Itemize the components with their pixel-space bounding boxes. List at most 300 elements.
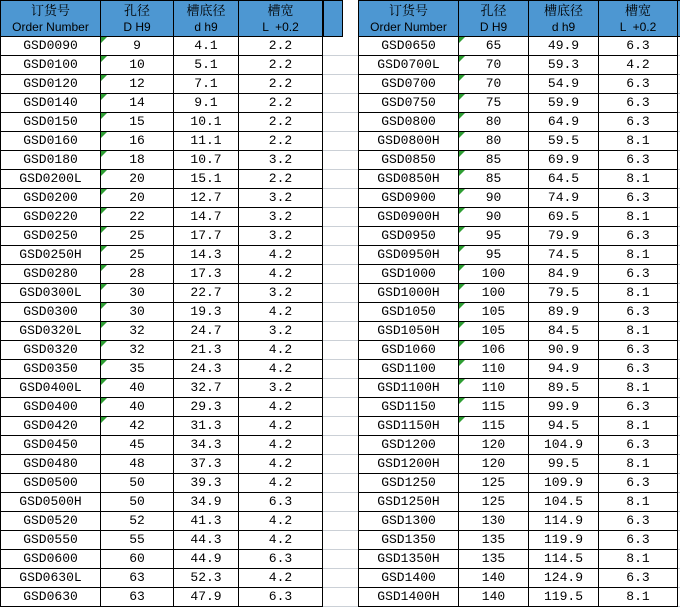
- groove-bottom-diameter-cell[interactable]: 109.9: [529, 474, 599, 493]
- order-number-cell[interactable]: GSD0630L: [1, 569, 101, 588]
- groove-width-cell[interactable]: 2.2: [239, 75, 323, 94]
- table-row: [359, 208, 678, 227]
- groove-width-cell[interactable]: 4.2: [239, 436, 323, 455]
- groove-bottom-diameter-cell[interactable]: 19.3: [174, 303, 239, 322]
- number-stored-as-text-indicator-icon: [459, 284, 465, 290]
- order-number-cell[interactable]: GSD0800: [359, 113, 459, 132]
- groove-bottom-diameter-cell[interactable]: 119.5: [529, 588, 599, 607]
- order-number-cell[interactable]: GSD0250H: [1, 246, 101, 265]
- bore-diameter-cell[interactable]: 15: [101, 113, 174, 132]
- groove-width-cell[interactable]: 8.1: [599, 208, 678, 227]
- order-number-cell[interactable]: GSD0700: [359, 75, 459, 94]
- groove-width-cell[interactable]: 6.3: [599, 531, 678, 550]
- groove-width-cell[interactable]: 3.2: [239, 284, 323, 303]
- groove-width-cell[interactable]: 6.3: [599, 151, 678, 170]
- groove-width-cell[interactable]: 2.2: [239, 56, 323, 75]
- bore-diameter-cell[interactable]: 50: [101, 493, 174, 512]
- order-number-cell[interactable]: GSD0160: [1, 132, 101, 151]
- bore-diameter-cell[interactable]: 63: [101, 569, 174, 588]
- order-number-cell[interactable]: GSD0900: [359, 189, 459, 208]
- bore-diameter-cell[interactable]: 18: [101, 151, 174, 170]
- order-number-cell[interactable]: GSD0140: [1, 94, 101, 113]
- number-stored-as-text-indicator-icon: [459, 360, 465, 366]
- table-row: [359, 75, 678, 94]
- order-number-cell[interactable]: GSD1300: [359, 512, 459, 531]
- bore-diameter-cell[interactable]: 55: [101, 531, 174, 550]
- order-number-cell[interactable]: GSD0450: [1, 436, 101, 455]
- bore-diameter-cell[interactable]: 140: [459, 588, 529, 607]
- table-row: [359, 360, 678, 379]
- order-number-cell[interactable]: GSD0800H: [359, 132, 459, 151]
- groove-width-cell[interactable]: 4.2: [239, 398, 323, 417]
- bore-diameter-cell[interactable]: 32: [101, 322, 174, 341]
- groove-width-cell[interactable]: 4.2: [239, 246, 323, 265]
- groove-bottom-diameter-cell[interactable]: 114.5: [529, 550, 599, 569]
- bore-diameter-cell[interactable]: 52: [101, 512, 174, 531]
- bore-diameter-cell[interactable]: 40: [101, 379, 174, 398]
- order-number-cell[interactable]: GSD0900H: [359, 208, 459, 227]
- header-order-number[interactable]: [1, 1, 101, 37]
- header-order-number[interactable]: [359, 1, 459, 37]
- groove-bottom-diameter-cell[interactable]: 59.5: [529, 132, 599, 151]
- number-stored-as-text-indicator-icon: [459, 246, 465, 252]
- groove-bottom-diameter-cell[interactable]: 21.3: [174, 341, 239, 360]
- order-number-cell[interactable]: GSD0320L: [1, 322, 101, 341]
- number-stored-as-text-indicator-icon: [459, 227, 465, 233]
- groove-bottom-diameter-cell[interactable]: 44.9: [174, 550, 239, 569]
- bore-diameter-cell[interactable]: 63: [101, 588, 174, 607]
- groove-width-cell[interactable]: 2.2: [239, 94, 323, 113]
- groove-width-cell[interactable]: 4.2: [239, 303, 323, 322]
- groove-width-cell[interactable]: 8.1: [599, 455, 678, 474]
- bore-diameter-cell[interactable]: 70: [459, 75, 529, 94]
- groove-bottom-diameter-cell[interactable]: 59.3: [529, 56, 599, 75]
- order-number-cell[interactable]: GSD0420: [1, 417, 101, 436]
- groove-bottom-diameter-cell[interactable]: 9.1: [174, 94, 239, 113]
- number-stored-as-text-indicator-icon: [101, 170, 107, 176]
- groove-bottom-diameter-cell[interactable]: 79.9: [529, 227, 599, 246]
- groove-bottom-diameter-cell[interactable]: 32.7: [174, 379, 239, 398]
- order-number-cell[interactable]: GSD1050: [359, 303, 459, 322]
- header-groove-bottom-diameter[interactable]: [529, 1, 599, 37]
- header-order-number-zh: 订货号: [30, 3, 70, 19]
- header-order-number-en: Order Number: [370, 19, 447, 34]
- number-stored-as-text-indicator-icon: [101, 113, 107, 119]
- bore-diameter-cell[interactable]: 115: [459, 417, 529, 436]
- order-number-cell[interactable]: GSD0100: [1, 56, 101, 75]
- header-order-number-en: Order Number: [12, 19, 89, 34]
- order-number-cell[interactable]: GSD1250H: [359, 493, 459, 512]
- order-number-cell[interactable]: GSD1350: [359, 531, 459, 550]
- bore-diameter-cell[interactable]: 90: [459, 189, 529, 208]
- groove-bottom-diameter-cell[interactable]: 94.5: [529, 417, 599, 436]
- table-row: [1, 170, 323, 189]
- gridlines: [323, 37, 358, 607]
- bore-diameter-cell[interactable]: 9: [101, 37, 174, 56]
- groove-bottom-diameter-cell[interactable]: 99.5: [529, 455, 599, 474]
- groove-width-cell[interactable]: 2.2: [239, 132, 323, 151]
- number-stored-as-text-indicator-icon: [101, 94, 107, 100]
- groove-bottom-diameter-cell[interactable]: 90.9: [529, 341, 599, 360]
- groove-bottom-diameter-cell[interactable]: 14.7: [174, 208, 239, 227]
- groove-bottom-diameter-cell[interactable]: 5.1: [174, 56, 239, 75]
- bore-diameter-cell[interactable]: 42: [101, 417, 174, 436]
- bore-diameter-cell[interactable]: 95: [459, 246, 529, 265]
- table-row: [359, 417, 678, 436]
- number-stored-as-text-indicator-icon: [101, 227, 107, 233]
- groove-width-cell[interactable]: 3.2: [239, 379, 323, 398]
- order-number-cell[interactable]: GSD0700L: [359, 56, 459, 75]
- order-number-cell[interactable]: GSD0630: [1, 588, 101, 607]
- bore-diameter-cell[interactable]: 110: [459, 379, 529, 398]
- bore-diameter-cell[interactable]: 80: [459, 113, 529, 132]
- groove-bottom-diameter-cell[interactable]: 10.1: [174, 113, 239, 132]
- order-number-cell[interactable]: GSD1400: [359, 569, 459, 588]
- groove-bottom-diameter-cell[interactable]: 47.9: [174, 588, 239, 607]
- groove-width-cell[interactable]: 6.3: [239, 493, 323, 512]
- bore-diameter-cell[interactable]: 16: [101, 132, 174, 151]
- groove-width-cell[interactable]: 8.1: [599, 550, 678, 569]
- order-number-cell[interactable]: GSD0200: [1, 189, 101, 208]
- number-stored-as-text-indicator-icon: [459, 56, 465, 62]
- bore-diameter-cell[interactable]: 105: [459, 322, 529, 341]
- bore-diameter-cell[interactable]: 10: [101, 56, 174, 75]
- order-number-cell[interactable]: GSD0750: [359, 94, 459, 113]
- number-stored-as-text-indicator-icon: [459, 322, 465, 328]
- groove-bottom-diameter-cell[interactable]: 74.5: [529, 246, 599, 265]
- groove-width-cell[interactable]: 3.2: [239, 208, 323, 227]
- groove-width-cell[interactable]: 4.2: [239, 569, 323, 588]
- number-stored-as-text-indicator-icon: [459, 341, 465, 347]
- groove-width-cell[interactable]: 4.2: [239, 341, 323, 360]
- groove-width-cell[interactable]: 6.3: [599, 512, 678, 531]
- table-row: [359, 512, 678, 531]
- order-number-cell[interactable]: GSD0520: [1, 512, 101, 531]
- groove-bottom-diameter-cell[interactable]: 84.5: [529, 322, 599, 341]
- groove-width-cell[interactable]: 6.3: [599, 94, 678, 113]
- groove-width-cell[interactable]: 4.2: [239, 474, 323, 493]
- order-number-cell[interactable]: GSD0280: [1, 265, 101, 284]
- groove-bottom-diameter-cell[interactable]: 7.1: [174, 75, 239, 94]
- groove-width-cell[interactable]: 8.1: [599, 246, 678, 265]
- groove-bottom-diameter-cell[interactable]: 17.7: [174, 227, 239, 246]
- bore-diameter-cell[interactable]: 65: [459, 37, 529, 56]
- groove-width-cell[interactable]: 4.2: [239, 531, 323, 550]
- groove-width-cell[interactable]: 2.2: [239, 170, 323, 189]
- order-number-cell[interactable]: GSD0400L: [1, 379, 101, 398]
- table-row: [1, 474, 323, 493]
- groove-bottom-diameter-cell[interactable]: 31.3: [174, 417, 239, 436]
- groove-bottom-diameter-cell[interactable]: 59.9: [529, 94, 599, 113]
- bore-diameter-cell[interactable]: 90: [459, 208, 529, 227]
- header-groove-width[interactable]: [599, 1, 678, 37]
- number-stored-as-text-indicator-icon: [459, 37, 465, 43]
- number-stored-as-text-indicator-icon: [101, 341, 107, 347]
- groove-bottom-diameter-cell[interactable]: 104.9: [529, 436, 599, 455]
- groove-width-cell[interactable]: 2.2: [239, 113, 323, 132]
- bore-diameter-cell[interactable]: 45: [101, 436, 174, 455]
- bore-diameter-cell[interactable]: 30: [101, 284, 174, 303]
- bore-diameter-cell[interactable]: 35: [101, 360, 174, 379]
- bore-diameter-cell[interactable]: 135: [459, 531, 529, 550]
- bore-diameter-cell[interactable]: 30: [101, 303, 174, 322]
- groove-width-cell[interactable]: 6.3: [599, 436, 678, 455]
- groove-bottom-diameter-cell[interactable]: 94.9: [529, 360, 599, 379]
- bore-diameter-cell[interactable]: 100: [459, 284, 529, 303]
- table-row: [1, 493, 323, 512]
- bore-diameter-cell[interactable]: 32: [101, 341, 174, 360]
- groove-bottom-diameter-cell[interactable]: 14.3: [174, 246, 239, 265]
- groove-width-cell[interactable]: 4.2: [239, 265, 323, 284]
- order-number-cell[interactable]: GSD1100H: [359, 379, 459, 398]
- table-row: [1, 56, 323, 75]
- order-number-cell[interactable]: GSD1050H: [359, 322, 459, 341]
- groove-bottom-diameter-cell[interactable]: 69.9: [529, 151, 599, 170]
- order-number-cell[interactable]: GSD1200: [359, 436, 459, 455]
- order-number-cell[interactable]: GSD0500H: [1, 493, 101, 512]
- order-number-cell[interactable]: GSD1000: [359, 265, 459, 284]
- bore-diameter-cell[interactable]: 20: [101, 189, 174, 208]
- order-number-cell[interactable]: GSD1150H: [359, 417, 459, 436]
- order-number-cell[interactable]: GSD0600: [1, 550, 101, 569]
- groove-bottom-diameter-cell[interactable]: 41.3: [174, 512, 239, 531]
- table-row: [1, 588, 323, 607]
- groove-width-cell[interactable]: 6.3: [599, 341, 678, 360]
- order-number-cell[interactable]: GSD1350H: [359, 550, 459, 569]
- groove-width-cell[interactable]: 8.1: [599, 132, 678, 151]
- bore-diameter-cell[interactable]: 125: [459, 493, 529, 512]
- groove-width-cell[interactable]: 3.2: [239, 227, 323, 246]
- bore-diameter-cell[interactable]: 25: [101, 227, 174, 246]
- order-number-cell[interactable]: GSD0220: [1, 208, 101, 227]
- groove-bottom-diameter-cell[interactable]: 29.3: [174, 398, 239, 417]
- order-number-cell[interactable]: GSD0500: [1, 474, 101, 493]
- groove-bottom-diameter-cell[interactable]: 22.7: [174, 284, 239, 303]
- table-row: [1, 436, 323, 455]
- order-number-cell[interactable]: GSD1400H: [359, 588, 459, 607]
- groove-width-cell[interactable]: 8.1: [599, 493, 678, 512]
- groove-bottom-diameter-cell[interactable]: 52.3: [174, 569, 239, 588]
- groove-bottom-diameter-cell[interactable]: 119.9: [529, 531, 599, 550]
- groove-width-cell[interactable]: 6.3: [599, 227, 678, 246]
- order-number-cell[interactable]: GSD0850H: [359, 170, 459, 189]
- groove-width-cell[interactable]: 6.3: [599, 569, 678, 588]
- order-number-cell[interactable]: GSD0400: [1, 398, 101, 417]
- groove-width-cell[interactable]: 4.2: [239, 455, 323, 474]
- order-number-cell[interactable]: GSD1200H: [359, 455, 459, 474]
- order-number-cell[interactable]: GSD0300L: [1, 284, 101, 303]
- groove-bottom-diameter-cell[interactable]: 89.5: [529, 379, 599, 398]
- groove-bottom-diameter-cell[interactable]: 89.9: [529, 303, 599, 322]
- groove-width-cell[interactable]: 8.1: [599, 379, 678, 398]
- groove-width-cell[interactable]: 4.2: [239, 417, 323, 436]
- table-row: [1, 398, 323, 417]
- groove-width-cell[interactable]: 8.1: [599, 284, 678, 303]
- groove-bottom-diameter-cell[interactable]: 37.3: [174, 455, 239, 474]
- groove-width-cell[interactable]: 6.3: [599, 113, 678, 132]
- bore-diameter-cell[interactable]: 125: [459, 474, 529, 493]
- groove-width-cell[interactable]: 6.3: [599, 189, 678, 208]
- bore-diameter-cell[interactable]: 130: [459, 512, 529, 531]
- order-number-cell[interactable]: GSD1060: [359, 341, 459, 360]
- groove-bottom-diameter-cell[interactable]: 74.9: [529, 189, 599, 208]
- number-stored-as-text-indicator-icon: [101, 246, 107, 252]
- groove-bottom-diameter-cell[interactable]: 84.9: [529, 265, 599, 284]
- order-number-cell[interactable]: GSD0150: [1, 113, 101, 132]
- table-row: [1, 94, 323, 113]
- groove-bottom-diameter-cell[interactable]: 34.9: [174, 493, 239, 512]
- bore-diameter-cell[interactable]: 20: [101, 170, 174, 189]
- groove-width-cell[interactable]: 4.2: [239, 360, 323, 379]
- groove-bottom-diameter-cell[interactable]: 64.5: [529, 170, 599, 189]
- number-stored-as-text-indicator-icon: [101, 284, 107, 290]
- table-row: [359, 436, 678, 455]
- groove-width-cell[interactable]: 2.2: [239, 37, 323, 56]
- groove-width-cell[interactable]: 6.3: [599, 360, 678, 379]
- number-stored-as-text-indicator-icon: [459, 189, 465, 195]
- groove-bottom-diameter-cell[interactable]: 11.1: [174, 132, 239, 151]
- order-number-cell[interactable]: GSD0090: [1, 37, 101, 56]
- groove-bottom-diameter-cell[interactable]: 44.3: [174, 531, 239, 550]
- order-number-cell[interactable]: GSD1000H: [359, 284, 459, 303]
- groove-width-cell[interactable]: 4.2: [239, 512, 323, 531]
- groove-bottom-diameter-cell[interactable]: 4.1: [174, 37, 239, 56]
- bore-diameter-cell[interactable]: 40: [101, 398, 174, 417]
- bore-diameter-cell[interactable]: 14: [101, 94, 174, 113]
- groove-width-cell[interactable]: 6.3: [599, 303, 678, 322]
- order-number-cell[interactable]: GSD0950H: [359, 246, 459, 265]
- groove-width-cell[interactable]: 6.3: [239, 550, 323, 569]
- bore-diameter-cell[interactable]: 106: [459, 341, 529, 360]
- order-number-cell[interactable]: GSD0250: [1, 227, 101, 246]
- bore-diameter-cell[interactable]: 60: [101, 550, 174, 569]
- groove-bottom-diameter-cell[interactable]: 24.3: [174, 360, 239, 379]
- bore-diameter-cell[interactable]: 120: [459, 455, 529, 474]
- table-row: [1, 132, 323, 151]
- groove-width-cell[interactable]: 3.2: [239, 189, 323, 208]
- groove-width-cell[interactable]: 8.1: [599, 170, 678, 189]
- bore-diameter-cell[interactable]: 80: [459, 132, 529, 151]
- groove-bottom-diameter-cell[interactable]: 34.3: [174, 436, 239, 455]
- bore-diameter-cell[interactable]: 25: [101, 246, 174, 265]
- order-number-cell[interactable]: GSD1250: [359, 474, 459, 493]
- order-number-cell[interactable]: GSD1100: [359, 360, 459, 379]
- groove-bottom-diameter-cell[interactable]: 124.9: [529, 569, 599, 588]
- groove-width-cell[interactable]: 3.2: [239, 322, 323, 341]
- bore-diameter-cell[interactable]: 95: [459, 227, 529, 246]
- groove-bottom-diameter-cell[interactable]: 79.5: [529, 284, 599, 303]
- groove-width-cell[interactable]: 8.1: [599, 588, 678, 607]
- groove-bottom-diameter-cell[interactable]: 54.9: [529, 75, 599, 94]
- groove-bottom-diameter-cell[interactable]: 114.9: [529, 512, 599, 531]
- header-bore-diameter[interactable]: [101, 1, 174, 37]
- table-row: [1, 531, 323, 550]
- groove-width-cell[interactable]: 6.3: [599, 37, 678, 56]
- groove-width-cell[interactable]: 6.3: [599, 474, 678, 493]
- order-number-cell[interactable]: GSD0120: [1, 75, 101, 94]
- groove-bottom-diameter-cell[interactable]: 12.7: [174, 189, 239, 208]
- bore-diameter-cell[interactable]: 105: [459, 303, 529, 322]
- order-number-cell[interactable]: GSD0300: [1, 303, 101, 322]
- groove-bottom-diameter-cell[interactable]: 24.7: [174, 322, 239, 341]
- groove-bottom-diameter-cell[interactable]: 10.7: [174, 151, 239, 170]
- bore-diameter-cell[interactable]: 100: [459, 265, 529, 284]
- table-row: [1, 151, 323, 170]
- dimension-table-left: [0, 0, 323, 607]
- order-number-cell[interactable]: GSD0350: [1, 360, 101, 379]
- bore-diameter-cell[interactable]: 120: [459, 436, 529, 455]
- header-groove-width-en: L +0.2: [619, 19, 657, 34]
- bore-diameter-cell[interactable]: 85: [459, 151, 529, 170]
- groove-width-cell[interactable]: 8.1: [599, 322, 678, 341]
- groove-bottom-diameter-cell[interactable]: 69.5: [529, 208, 599, 227]
- bore-diameter-cell[interactable]: 135: [459, 550, 529, 569]
- table-row: [1, 75, 323, 94]
- bore-diameter-cell[interactable]: 48: [101, 455, 174, 474]
- order-number-cell[interactable]: GSD0850: [359, 151, 459, 170]
- bore-diameter-cell[interactable]: 75: [459, 94, 529, 113]
- bore-diameter-cell[interactable]: 85: [459, 170, 529, 189]
- groove-bottom-diameter-cell[interactable]: 104.5: [529, 493, 599, 512]
- bore-diameter-cell[interactable]: 110: [459, 360, 529, 379]
- number-stored-as-text-indicator-icon: [101, 37, 107, 43]
- groove-width-cell[interactable]: 4.2: [599, 56, 678, 75]
- table-row: [1, 379, 323, 398]
- groove-width-cell[interactable]: 6.3: [599, 398, 678, 417]
- header-bore-diameter[interactable]: [459, 1, 529, 37]
- bore-diameter-cell[interactable]: 115: [459, 398, 529, 417]
- table-row: [1, 322, 323, 341]
- bore-diameter-cell[interactable]: 50: [101, 474, 174, 493]
- bore-diameter-cell[interactable]: 70: [459, 56, 529, 75]
- order-number-cell[interactable]: GSD0320: [1, 341, 101, 360]
- header-groove-bottom-diameter[interactable]: [174, 1, 239, 37]
- groove-bottom-diameter-cell[interactable]: 15.1: [174, 170, 239, 189]
- number-stored-as-text-indicator-icon: [101, 417, 107, 423]
- bore-diameter-cell[interactable]: 28: [101, 265, 174, 284]
- table-body-right: [359, 37, 678, 607]
- order-number-cell[interactable]: GSD0950: [359, 227, 459, 246]
- groove-width-cell[interactable]: 8.1: [599, 417, 678, 436]
- bore-diameter-cell[interactable]: 22: [101, 208, 174, 227]
- bore-diameter-cell[interactable]: 140: [459, 569, 529, 588]
- header-row: [1, 1, 323, 37]
- bore-diameter-cell[interactable]: 12: [101, 75, 174, 94]
- number-stored-as-text-indicator-icon: [459, 303, 465, 309]
- header-groove-width[interactable]: [239, 1, 323, 37]
- order-number-cell[interactable]: GSD0180: [1, 151, 101, 170]
- order-number-cell[interactable]: GSD0200L: [1, 170, 101, 189]
- groove-bottom-diameter-cell[interactable]: 39.3: [174, 474, 239, 493]
- groove-width-cell[interactable]: 6.3: [599, 265, 678, 284]
- spreadsheet-gap-column: [323, 0, 358, 609]
- groove-width-cell[interactable]: 3.2: [239, 151, 323, 170]
- groove-width-cell[interactable]: 6.3: [239, 588, 323, 607]
- number-stored-as-text-indicator-icon: [101, 265, 107, 271]
- number-stored-as-text-indicator-icon: [101, 303, 107, 309]
- groove-bottom-diameter-cell[interactable]: 64.9: [529, 113, 599, 132]
- order-number-cell[interactable]: GSD1150: [359, 398, 459, 417]
- order-number-cell[interactable]: GSD0480: [1, 455, 101, 474]
- groove-width-cell[interactable]: 6.3: [599, 75, 678, 94]
- groove-bottom-diameter-cell[interactable]: 99.9: [529, 398, 599, 417]
- number-stored-as-text-indicator-icon: [101, 360, 107, 366]
- order-number-cell[interactable]: GSD0550: [1, 531, 101, 550]
- order-number-cell[interactable]: GSD0650: [359, 37, 459, 56]
- groove-bottom-diameter-cell[interactable]: 49.9: [529, 37, 599, 56]
- groove-bottom-diameter-cell[interactable]: 17.3: [174, 265, 239, 284]
- table-row: [359, 303, 678, 322]
